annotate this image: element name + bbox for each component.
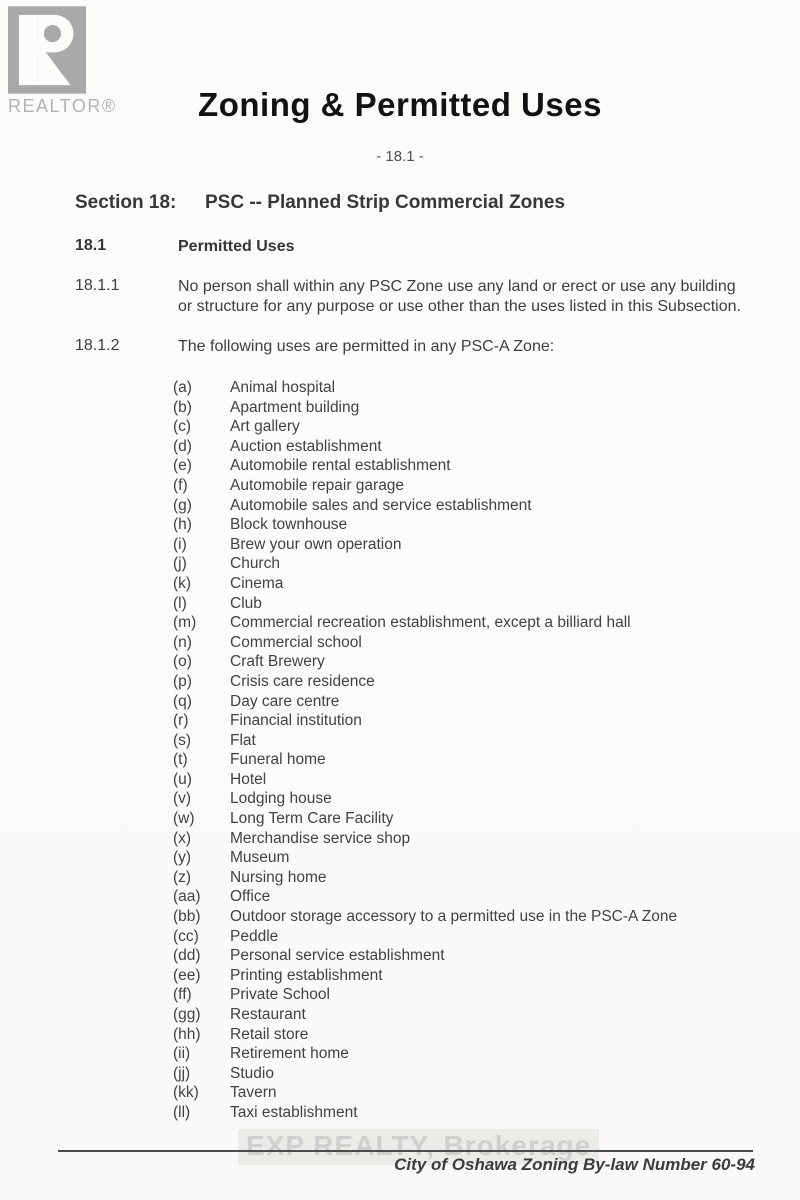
list-item bbox=[173, 398, 800, 418]
list-item bbox=[173, 417, 800, 437]
list-item-text: Restaurant bbox=[230, 1006, 306, 1023]
list-item-text: Commercial recreation establishment, except a billiard hall bbox=[230, 614, 631, 632]
list-item-letter: (k) bbox=[173, 574, 192, 592]
permitted-uses-list bbox=[173, 378, 800, 1123]
list-item-text: Auction establishment bbox=[230, 437, 382, 455]
list-item-text: Museum bbox=[230, 849, 290, 867]
page-title: Zoning & Permitted Uses bbox=[198, 86, 602, 123]
list-item bbox=[173, 770, 800, 790]
list-item-letter: (gg) bbox=[173, 1006, 201, 1023]
list-item bbox=[173, 456, 800, 476]
list-item-text: Craft Brewery bbox=[230, 653, 325, 671]
subsection-paragraph: No person shall within any PSC Zone use any land or erect or use any building or structure for any purpose or use other than the uses listed in this Subsection. bbox=[178, 277, 741, 315]
list-item-letter: (l) bbox=[173, 594, 187, 612]
list-item bbox=[173, 731, 800, 751]
list-item-text: Crisis care residence bbox=[230, 672, 375, 690]
list-item-text: Long Term Care Facility bbox=[230, 810, 394, 828]
list-item-text: Outdoor storage accessory to a permitted use in the PSC-A Zone bbox=[230, 908, 678, 926]
list-item bbox=[173, 692, 800, 712]
list-item-text: Apartment building bbox=[230, 398, 360, 416]
list-item-text: Funeral home bbox=[230, 751, 326, 769]
list-item-letter: (a) bbox=[173, 379, 192, 396]
list-item bbox=[173, 829, 800, 849]
list-item-letter: (q) bbox=[173, 692, 192, 710]
list-item-letter: (z) bbox=[173, 868, 192, 886]
list-item-letter: (aa) bbox=[173, 888, 201, 906]
list-item-letter: (o) bbox=[173, 653, 192, 671]
list-item-letter: (u) bbox=[173, 770, 192, 788]
list-item-letter: (jj) bbox=[173, 1064, 191, 1082]
subsection-18-1-2 bbox=[75, 337, 745, 358]
realtor-r-icon bbox=[8, 6, 86, 94]
list-item bbox=[173, 809, 800, 829]
list-item-text: Commercial school bbox=[230, 633, 362, 651]
list-item bbox=[173, 633, 800, 653]
list-item-text: Flat bbox=[230, 731, 256, 749]
list-item-letter: (j) bbox=[173, 555, 187, 573]
subsection-18-1 bbox=[75, 237, 745, 258]
list-item bbox=[173, 1025, 800, 1045]
list-item-text: Peddle bbox=[230, 927, 279, 945]
list-item-text: Automobile rental establishment bbox=[230, 457, 451, 475]
list-item bbox=[173, 848, 800, 868]
list-item bbox=[173, 1005, 800, 1025]
list-item bbox=[173, 378, 800, 398]
page-number-marker: - 18.1 - bbox=[376, 148, 424, 165]
list-item-text: Animal hospital bbox=[230, 379, 336, 396]
list-item bbox=[173, 985, 800, 1005]
list-item bbox=[173, 594, 800, 614]
list-item-letter: (f) bbox=[173, 476, 188, 494]
list-item bbox=[173, 515, 800, 535]
list-item-text: Brew your own operation bbox=[230, 535, 402, 553]
list-item bbox=[173, 868, 800, 888]
list-item-text: Retail store bbox=[230, 1025, 309, 1043]
list-item bbox=[173, 496, 800, 516]
list-item-text: Printing establishment bbox=[230, 966, 383, 984]
list-item bbox=[173, 652, 800, 672]
realtor-logo bbox=[8, 6, 118, 117]
list-item bbox=[173, 1044, 800, 1064]
list-item-letter: (r) bbox=[173, 712, 189, 730]
list-item-letter: (m) bbox=[173, 614, 197, 632]
list-item-text: Tavern bbox=[230, 1084, 277, 1102]
list-item bbox=[173, 946, 800, 966]
list-item bbox=[173, 966, 800, 986]
list-item-text: Personal service establishment bbox=[230, 947, 445, 965]
list-item-letter: (h) bbox=[173, 516, 192, 534]
list-item-text: Hotel bbox=[230, 770, 267, 788]
subsection-18-1-1 bbox=[75, 277, 745, 318]
subsection-paragraph: The following uses are permitted in any PSC-A Zone: bbox=[178, 337, 555, 355]
list-item bbox=[173, 711, 800, 731]
list-item-letter: (hh) bbox=[173, 1025, 201, 1043]
list-item-letter: (d) bbox=[173, 437, 192, 455]
list-item-text: Lodging house bbox=[230, 790, 332, 808]
list-item bbox=[173, 1103, 800, 1123]
list-item-letter: (x) bbox=[173, 829, 192, 847]
list-item-letter: (y) bbox=[173, 849, 192, 867]
list-item-text: Merchandise service shop bbox=[230, 829, 411, 847]
list-item-text: Automobile repair garage bbox=[230, 476, 405, 494]
section-label: Section 18: bbox=[75, 192, 177, 213]
list-item-text: Day care centre bbox=[230, 692, 340, 710]
list-item-text: Taxi establishment bbox=[230, 1103, 358, 1121]
list-item-letter: (v) bbox=[173, 790, 192, 808]
list-item bbox=[173, 887, 800, 907]
list-item-letter: (g) bbox=[173, 496, 192, 514]
list-item bbox=[173, 1064, 800, 1084]
list-item-letter: (ll) bbox=[173, 1103, 191, 1121]
section-heading bbox=[0, 192, 800, 214]
section-body bbox=[0, 237, 800, 357]
list-item bbox=[173, 789, 800, 809]
list-item-letter: (w) bbox=[173, 810, 195, 828]
subsection-number: 18.1.1 bbox=[75, 276, 120, 294]
footer-divider bbox=[58, 1150, 753, 1152]
subsection-number: 18.1.2 bbox=[75, 336, 120, 354]
list-item bbox=[173, 1083, 800, 1103]
list-item bbox=[173, 437, 800, 457]
list-item-text: Church bbox=[230, 555, 280, 573]
list-item bbox=[173, 476, 800, 496]
list-item-text: Retirement home bbox=[230, 1045, 349, 1063]
list-item-letter: (b) bbox=[173, 398, 192, 416]
list-item-text: Financial institution bbox=[230, 712, 362, 730]
brokerage-watermark: EXP REALTY, Brokerage bbox=[238, 1129, 599, 1165]
list-item bbox=[173, 554, 800, 574]
section-title: PSC -- Planned Strip Commercial Zones bbox=[205, 192, 566, 213]
list-item-letter: (t) bbox=[173, 751, 188, 769]
list-item-letter: (ff) bbox=[173, 986, 192, 1004]
list-item-letter: (n) bbox=[173, 633, 192, 651]
list-item bbox=[173, 750, 800, 770]
list-item-text: Block townhouse bbox=[230, 516, 348, 534]
list-item bbox=[173, 907, 800, 927]
footer-citation: City of Oshawa Zoning By-law Number 60-94 bbox=[394, 1155, 755, 1174]
list-item-letter: (i) bbox=[173, 535, 187, 553]
list-item-letter: (kk) bbox=[173, 1084, 199, 1102]
list-item-letter: (ee) bbox=[173, 966, 201, 984]
list-item-letter: (cc) bbox=[173, 927, 199, 945]
list-item bbox=[173, 535, 800, 555]
list-item-text: Studio bbox=[230, 1064, 274, 1082]
list-item-letter: (c) bbox=[173, 418, 192, 436]
realtor-logo-label: REALTOR® bbox=[8, 96, 117, 116]
list-item-letter: (dd) bbox=[173, 947, 201, 965]
list-item-letter: (p) bbox=[173, 672, 192, 690]
subsection-heading: Permitted Uses bbox=[178, 238, 295, 255]
list-item-text: Private School bbox=[230, 986, 330, 1004]
list-item-text: Cinema bbox=[230, 574, 284, 592]
list-item bbox=[173, 574, 800, 594]
list-item-text: Office bbox=[230, 888, 271, 906]
list-item bbox=[173, 613, 800, 633]
list-item-text: Art gallery bbox=[230, 418, 300, 436]
list-item-text: Automobile sales and service establishment bbox=[230, 496, 532, 514]
list-item-text: Nursing home bbox=[230, 868, 327, 886]
subsection-number: 18.1 bbox=[75, 237, 107, 254]
list-item bbox=[173, 672, 800, 692]
list-item bbox=[173, 927, 800, 947]
list-item-letter: (bb) bbox=[173, 908, 201, 926]
list-item-letter: (e) bbox=[173, 457, 192, 475]
list-item-letter: (ii) bbox=[173, 1045, 191, 1063]
list-item-text: Club bbox=[230, 594, 262, 612]
list-item-letter: (s) bbox=[173, 731, 192, 749]
